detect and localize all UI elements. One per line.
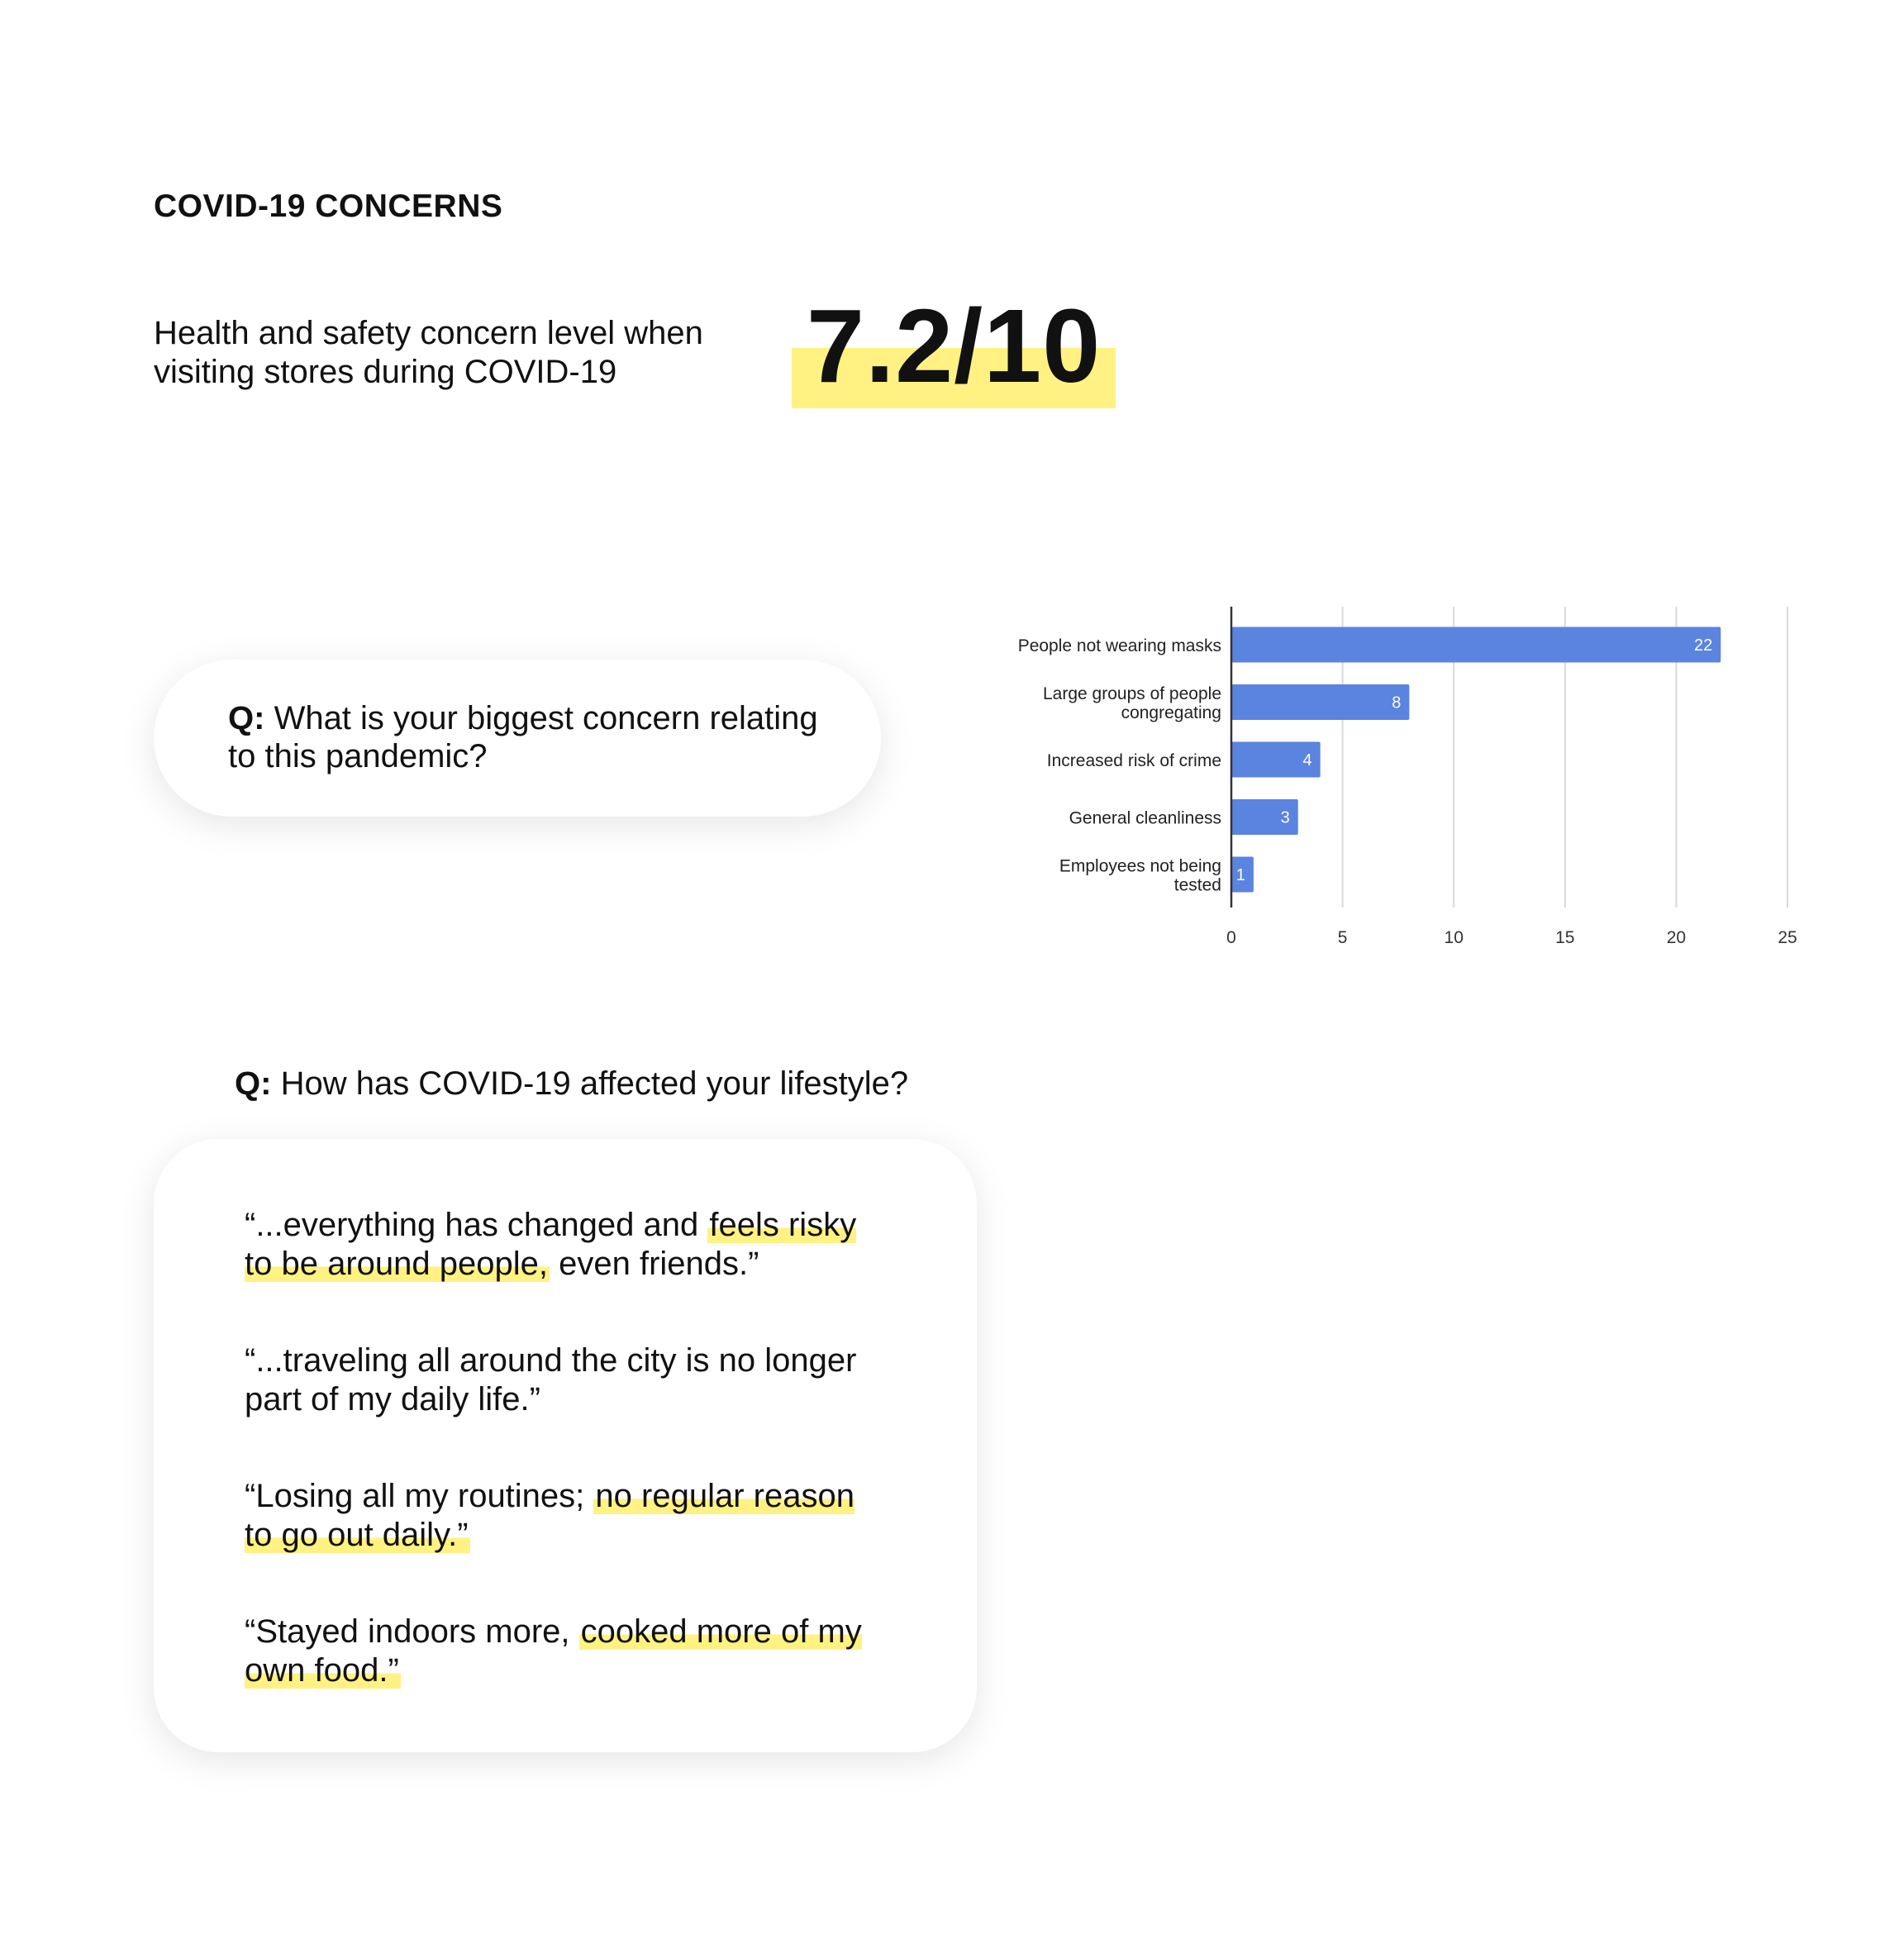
bar-0 [1231, 627, 1721, 663]
question-biggest-concern [228, 699, 823, 775]
concern-level-metric [792, 288, 1116, 409]
category-label-1-line-1: congregating [1121, 703, 1221, 722]
question-lifestyle [235, 1065, 908, 1103]
x-tick-label-10: 10 [1444, 928, 1464, 947]
quotes-card [154, 1139, 977, 1752]
category-label-4-line-0: Employees not being [1059, 856, 1221, 876]
bar-1 [1231, 684, 1409, 720]
quote-1 [245, 1206, 889, 1284]
x-tick-label-5: 5 [1337, 928, 1348, 947]
bar-value-label-2: 4 [1302, 751, 1312, 770]
question-prefix: Q: [228, 700, 265, 736]
quote-2-text: “...traveling all around the city is no longer part of my daily life.” [245, 1342, 857, 1418]
concern-level-value: 7.2/10 [807, 288, 1102, 404]
category-label-3: General cleanliness [1069, 808, 1221, 828]
category-label-1-line-0: Large groups of people [1043, 684, 1221, 703]
quote-1-text: “...everything has changed and [245, 1207, 708, 1243]
quote-4-highlight: cooked more of my own food.” [245, 1613, 862, 1689]
bar-value-label-1: 8 [1392, 693, 1402, 712]
x-tick-label-0: 0 [1226, 928, 1236, 947]
quote-4-text: “Stayed indoors more, [245, 1613, 579, 1650]
quote-4 [245, 1613, 889, 1690]
quote-3-highlight: no regular reason to go out daily.” [245, 1478, 854, 1553]
x-tick-label-20: 20 [1666, 928, 1687, 947]
concerns-bar-chart [975, 595, 1818, 959]
bar-value-label-3: 3 [1280, 808, 1290, 827]
quote-1-tail: even friends.” [549, 1246, 759, 1282]
question-text: How has COVID-19 affected your lifestyle? [280, 1065, 909, 1102]
quote-3 [245, 1477, 889, 1555]
question-text: What is your biggest concern relating to this pandemic? [228, 700, 818, 774]
category-label-4-line-1: tested [1173, 875, 1221, 895]
quote-2 [245, 1341, 889, 1419]
category-label-0: People not wearing masks [1017, 636, 1221, 655]
quote-3-text: “Losing all my routines; [245, 1478, 594, 1514]
question-prefix: Q: [235, 1065, 272, 1102]
x-tick-label-25: 25 [1778, 928, 1797, 947]
section-title: COVID-19 CONCERNS [154, 188, 503, 224]
x-tick-label-15: 15 [1555, 928, 1575, 947]
bar-value-label-0: 22 [1693, 636, 1713, 655]
quote-1-highlight: feels risky to be around people, [245, 1207, 857, 1282]
bar-value-label-4: 1 [1235, 866, 1245, 884]
question-biggest-concern-card [154, 660, 881, 817]
concern-level-label: Health and safety concern level when visiting stores during COVID-19 [154, 315, 703, 390]
category-label-2: Increased risk of crime [1046, 751, 1221, 770]
